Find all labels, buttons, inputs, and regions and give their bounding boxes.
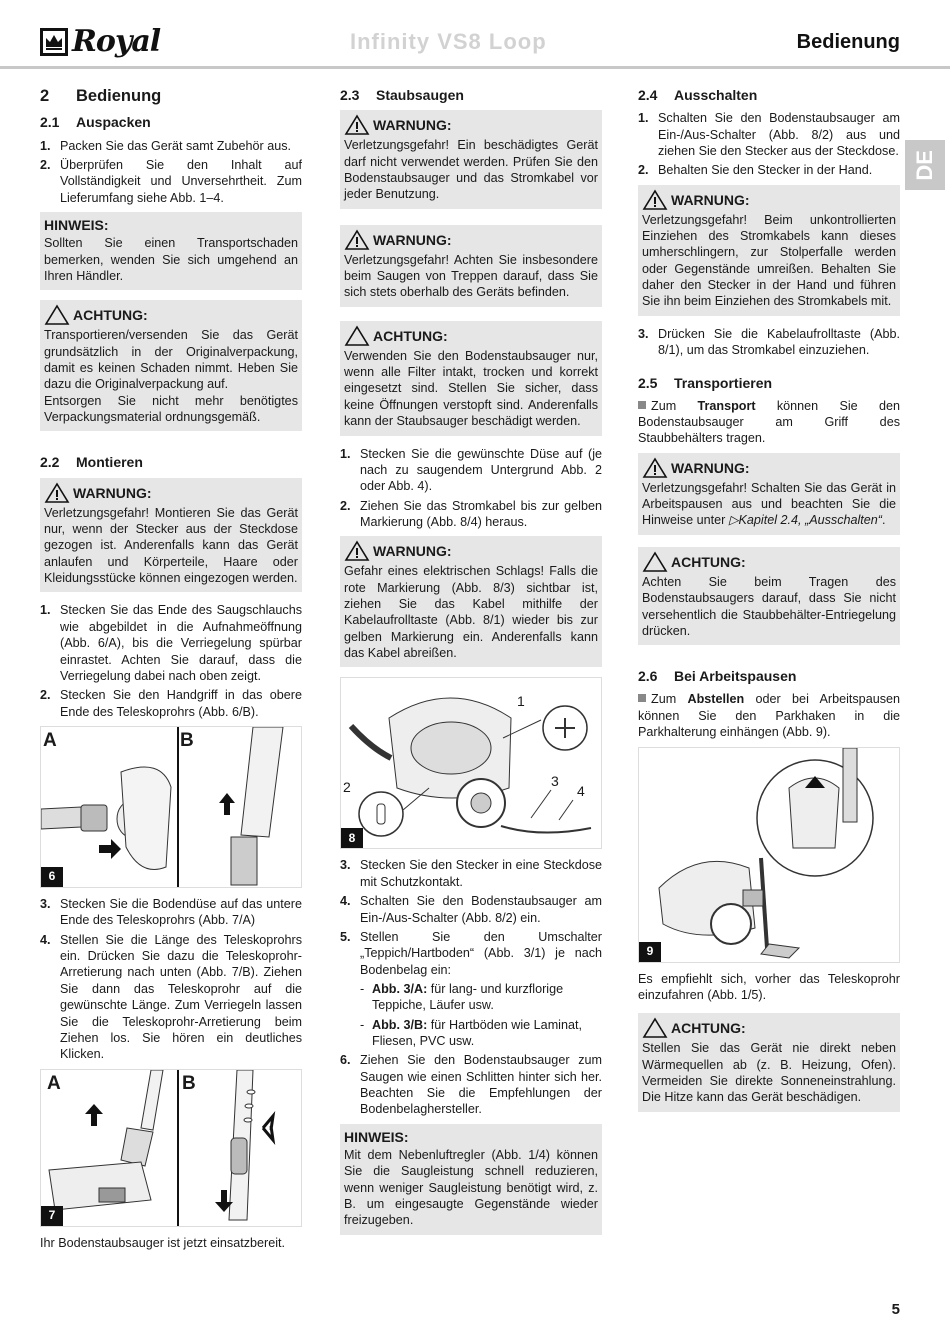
achtung-title: ACHTUNG:: [671, 553, 746, 570]
warnung-title: WARNUNG:: [373, 543, 452, 560]
figure-number: 9: [639, 942, 661, 962]
figure-number: 6: [41, 867, 63, 887]
text-bold: Transport: [697, 398, 756, 413]
step-text: Behalten Sie den Stecker in der Hand.: [658, 163, 873, 178]
parking-illustration: [639, 748, 900, 963]
chapter-heading: [40, 86, 302, 107]
text-part: können Sie den Bodenstaubsauger am Griff des Staubbehälters tragen.: [638, 398, 900, 446]
warnung-title-row: [642, 189, 896, 211]
pause-text: [638, 691, 900, 740]
header-divider: [0, 66, 950, 69]
hinweis-text: Sollten Sie einen Transportschaden bemerken, wenden Sie sich umgehend an Ihren Händler.: [44, 236, 298, 283]
step-text: Stecken Sie den Stecker in eine Steckdose mit Schutzkontakt.: [360, 858, 602, 889]
step-number: 3.: [40, 896, 51, 911]
step-number: 4.: [40, 932, 51, 947]
text-bold: Abstellen: [687, 692, 745, 707]
section-title: Transportieren: [674, 374, 773, 391]
step-item: [40, 687, 302, 720]
steps-list: [340, 857, 602, 978]
column-1: [40, 86, 302, 1255]
section-heading-2-1: [40, 113, 302, 131]
section-heading-2-6: [638, 667, 900, 685]
steps-list: [638, 326, 900, 359]
achtung-text: Transportieren/versenden Sie das Gerät grundsätzlich in der Originalverpackung, damit es keinen Schaden nimmt. Heben Sie dazu die Originalverpackung auf.: [44, 328, 298, 392]
hinweis-box: [340, 1124, 602, 1235]
text-part: oder bei Arbeitspausen können Sie den Parkhaken in die Parkhalterung einhängen (Abb. 9).: [638, 692, 901, 740]
warning-exclamation-icon: [44, 482, 70, 504]
figure-label-a: A: [47, 1072, 61, 1094]
step-item: [40, 157, 302, 206]
warnung-text: Verletzungsgefahr! Achten Sie insbesondere beim Saugen von Treppen darauf, dass Sie sich stets oberhalb des Geräts befinden.: [344, 252, 598, 300]
warning-exclamation-icon: [344, 229, 370, 251]
chapter-link[interactable]: ▷Kapitel 2.4, „Ausschalten“: [728, 513, 883, 528]
crown-icon: [40, 28, 68, 56]
figure-number: 8: [341, 828, 363, 848]
warning-triangle-icon: [344, 325, 370, 347]
warnung-title: WARNUNG:: [671, 459, 750, 476]
achtung-text: Achten Sie beim Tragen des Bodenstaubsaugers darauf, dass Sie nicht versehentlich die Staubbehälter-Entriegelung drücken.: [642, 574, 896, 638]
warnung-title-row: [344, 540, 598, 562]
step-item: [40, 896, 302, 929]
sub-item-text: für Hartböden wie Laminat, Fliesen, PVC usw.: [372, 1017, 582, 1049]
achtung-text: Stellen Sie das Gerät nie direkt neben Wärmequellen ab (z. B. Heizung, Ofen). Vermeiden Sie direkte Sonneneinstrahlung. Die Hitze kann das Gerät beschädigen.: [642, 1041, 896, 1105]
chapter-title: Bedienung: [76, 87, 162, 105]
step-item: [638, 162, 900, 178]
figure-label-a: A: [43, 729, 57, 751]
sub-list: [360, 981, 602, 1049]
figure-6: [40, 726, 302, 888]
achtung-text: Verwenden Sie den Bodenstaubsauger nur, wenn alle Filter intakt, trocken und korrekt eingesetzt sind. Stellen Sie sicher, dass keine Öffnungen verstopft sind. Anderenfalls kann der Staubsauger beschädigt werden.: [344, 348, 598, 429]
section-heading-2-4: [638, 86, 900, 104]
step-item: [340, 893, 602, 926]
step-number: 5.: [340, 929, 351, 944]
column-3: [638, 86, 900, 1122]
achtung-title: ACHTUNG:: [373, 327, 448, 344]
achtung-title: ACHTUNG:: [73, 307, 148, 324]
warnung-title: WARNUNG:: [373, 117, 452, 134]
step-number: 3.: [638, 326, 649, 341]
step-text: Stellen Sie den Umschalter „Teppich/Hartboden“ (Abb. 3/1) je nach Bodenbelag ein:: [360, 929, 602, 977]
warnung-title-row: [642, 457, 896, 479]
figure-8: [340, 677, 602, 849]
step-text: Stecken Sie das Ende des Saugschlauchs wie abgebildet in die Aufnahmeöffnung (Abb. 6/A), bis die Verriegelung spürbar einrastet. Achten Sie darauf, dass die Verriegelung dabei nach oben zeigt.: [60, 603, 302, 683]
language-tab: [905, 140, 945, 190]
steps-list: [40, 602, 302, 720]
brand-logo: [40, 22, 160, 61]
section-heading-2-3: [340, 86, 602, 104]
section-number: 2.1: [40, 114, 60, 131]
after-figure-text: Es empfiehlt sich, vorher das Teleskoprohr einzufahren (Abb. 1/5).: [638, 971, 900, 1002]
product-name: Infinity VS8 Loop: [350, 29, 547, 54]
steps-list: [340, 446, 602, 531]
hinweis-box: [40, 212, 302, 290]
achtung-title-row: [642, 551, 896, 573]
hinweis-title: HINWEIS:: [44, 217, 109, 234]
warnung-box: [40, 478, 302, 593]
warnung-title-row: [344, 229, 598, 251]
step-item: [40, 138, 302, 154]
step-number: 2.: [40, 688, 51, 703]
callout-2: 2: [343, 779, 351, 796]
warnung-text: [642, 480, 896, 529]
hinweis-text: Mit dem Nebenluftregler (Abb. 1/4) können Sie die Saugleistung schnell reduzieren, wenn weniger Saugleistung benötigt wird, z. B. um eingesaugte Gegenstände wieder freizugeben.: [344, 1148, 598, 1228]
figure-label-b: B: [180, 729, 194, 751]
warnung-text: Gefahr eines elektrischen Schlags! Falls die rote Markierung (Abb. 8/3) sichtbar ist, ziehen Sie das Kabel mithilfe der Kabelaufrolltaste (Abb. 8/1) wieder bis zur gelben Markierung ein. Anderenfalls kann das Kabel abreißen.: [344, 564, 598, 661]
sub-item-label: Abb. 3/B:: [372, 1017, 428, 1032]
section-title: Montieren: [76, 454, 143, 471]
section-heading-2-2: [40, 453, 302, 471]
step-number: 2.: [40, 157, 51, 172]
header-section-title: Bedienung: [796, 31, 900, 53]
section-title: Staubsaugen: [376, 87, 464, 103]
step-text: Schalten Sie den Bodenstaubsauger am Ein-/Aus-Schalter (Abb. 8/2) aus und ziehen Sie den Stecker aus der Steckdose.: [658, 111, 900, 158]
steps-list: [40, 138, 302, 206]
warning-exclamation-icon: [344, 540, 370, 562]
square-bullet-icon: [638, 694, 646, 702]
text-part: Zum: [651, 692, 688, 707]
warnung-text: Verletzungsgefahr! Montieren Sie das Gerät nur, wenn der Stecker aus der Steckdose gezogen ist. Anderenfalls kann das Gerät anlaufen und Körperteile, Haare oder Kleidungsstücke können eingezogen werden.: [44, 505, 298, 586]
page-header: [0, 0, 950, 70]
warnung-box: [340, 110, 602, 208]
step-number: 1.: [40, 603, 51, 618]
steps-list: [40, 896, 302, 1063]
callout-3: 3: [551, 773, 559, 790]
text-part: .: [882, 513, 886, 528]
warnung-title-row: [44, 482, 298, 504]
callout-4: 4: [577, 783, 585, 800]
step-number: 2.: [638, 163, 649, 178]
step-text: Packen Sie das Gerät samt Zubehör aus.: [60, 138, 292, 153]
warnung-box: [638, 453, 900, 535]
step-item: [340, 857, 602, 890]
square-bullet-icon: [638, 401, 646, 409]
step-text: Stecken Sie den Handgriff in das obere Ende des Teleskoprohrs (Abb. 6/B).: [60, 688, 302, 719]
warning-triangle-icon: [642, 1017, 668, 1039]
achtung-title-row: [344, 325, 598, 347]
step-text: Schalten Sie den Bodenstaubsauger am Ein-/Aus-Schalter (Abb. 8/2) ein.: [360, 894, 602, 925]
text-part: Zum: [651, 398, 698, 413]
hose-connection-illustration: [41, 727, 302, 888]
step-text: Ziehen Sie den Bodenstaubsauger zum Saugen wie einen Schlitten hinter sich her. Beachten Sie die Empfehlungen der Bodenbelaghersteller.: [360, 1053, 602, 1117]
brand-name: Royal: [72, 24, 161, 59]
section-number: 2.4: [638, 87, 658, 103]
achtung-title-row: [642, 1017, 896, 1039]
achtung-box: [340, 321, 602, 436]
achtung-box: [40, 300, 302, 431]
steps-list: [340, 1052, 602, 1117]
callout-1: 1: [517, 693, 525, 710]
section-number: 2.3: [340, 87, 360, 103]
figure-9: [638, 747, 900, 963]
warning-exclamation-icon: [642, 457, 668, 479]
step-item: [340, 929, 602, 978]
warnung-title: WARNUNG:: [373, 231, 452, 248]
step-item: [40, 932, 302, 1063]
step-text: Stecken Sie die Bodendüse auf das untere Ende des Teleskoprohrs (Abb. 7/A): [60, 896, 302, 928]
warnung-text: Verletzungsgefahr! Beim unkontrollierten Einziehen des Stromkabels kann dieses umherschlingern, zur Stolperfalle werden oder Gegenstände umreißen. Behalten Sie daher den Stecker in der Hand und führen Sie ihn beim Einziehen des Stromkabels mit.: [642, 212, 896, 309]
steps-list: [638, 110, 900, 178]
nozzle-telescope-illustration: [41, 1070, 302, 1227]
warnung-title: WARNUNG:: [671, 191, 750, 208]
vacuum-cable-illustration: [341, 678, 602, 849]
warnung-text: Verletzungsgefahr! Ein beschädigtes Gerät darf nicht verwendet werden. Prüfen Sie den Bodenstaubsauger und das Stromkabel vor jeder Benutzung.: [344, 138, 598, 202]
step-number: 1.: [340, 446, 351, 461]
text-part: Verletzungsgefahr! Schalten Sie das Gerät in Arbeitspausen aus und beachten Sie die Hinweise unter: [642, 480, 896, 528]
achtung-title-row: [44, 304, 298, 326]
step-item: [638, 110, 900, 159]
step-text: Drücken Sie die Kabelaufrolltaste (Abb. 8/1), um das Stromkabel einzuziehen.: [658, 326, 900, 358]
ready-text: Ihr Bodenstaubsauger ist jetzt einsatzbereit.: [40, 1235, 286, 1250]
warning-exclamation-icon: [344, 114, 370, 136]
section-number: 2.5: [638, 374, 658, 391]
step-text: Stecken Sie die gewünschte Düse auf (je nach zu saugendem Untergrund Abb. 2 oder Abb. 4).: [360, 446, 602, 494]
page-number: 5: [891, 1301, 900, 1318]
warnung-box: [638, 185, 900, 316]
sub-item-label: Abb. 3/A:: [372, 981, 428, 996]
step-text: Überprüfen Sie den Inhalt auf Vollständigkeit und Unversehrtheit. Zum Lieferumfang siehe Abb. 1–4.: [60, 157, 302, 205]
sub-item: - Abb. 3/A: für lang- und kurzflorige Teppiche, Läufer usw.: [360, 981, 564, 1013]
section-title: Ausschalten: [674, 87, 758, 103]
sub-item-text: für lang- und kurzflorige Teppiche, Läufer usw.: [372, 981, 564, 1013]
achtung-text: Entsorgen Sie nicht mehr benötigtes Verpackungsmaterial ordnungsgemäß.: [44, 393, 298, 425]
warning-triangle-icon: [642, 551, 668, 573]
section-heading-2-5: [638, 374, 900, 392]
section-title: Bei Arbeitspausen: [674, 668, 797, 685]
warnung-box: [340, 536, 602, 667]
step-number: 3.: [340, 858, 351, 873]
step-item: [340, 498, 602, 531]
step-number: 1.: [40, 138, 51, 153]
figure-7: [40, 1069, 302, 1227]
step-number: 2.: [340, 498, 351, 513]
figure-label-b: B: [182, 1072, 196, 1094]
step-text: Ziehen Sie das Stromkabel bis zur gelben Markierung (Abb. 8/4) heraus.: [360, 498, 602, 529]
warning-triangle-icon: [44, 304, 70, 326]
column-2: [340, 86, 602, 1245]
achtung-title: ACHTUNG:: [671, 1020, 746, 1037]
figure-number: 7: [41, 1206, 63, 1226]
step-number: 1.: [638, 111, 649, 126]
hinweis-title: HINWEIS:: [344, 1128, 409, 1145]
section-title: Auspacken: [76, 114, 151, 131]
warnung-title: WARNUNG:: [73, 484, 152, 501]
sub-item: - Abb. 3/B: für Hartböden wie Laminat, Fliesen, PVC usw.: [360, 1017, 582, 1049]
step-text: Stellen Sie die Länge des Teleskoprohrs ein. Drücken Sie dazu die Teleskoprohr-Arretierung nach unten (Abb. 7/B). Ziehen Sie dann das Teleskoprohr auf die gewünschte Länge. Zum Verriegeln lassen Sie die Teleskoprohr-Arretierung beim Ziehen los. Sie hören ein deutliches Klicken.: [60, 932, 302, 1062]
warnung-title-row: [344, 114, 598, 136]
chapter-number: 2: [40, 87, 50, 105]
step-item: [340, 446, 602, 495]
achtung-box: [638, 1013, 900, 1111]
achtung-box: [638, 547, 900, 645]
warnung-box: [340, 225, 602, 307]
step-number: 6.: [340, 1053, 351, 1068]
transport-text: [638, 398, 900, 447]
step-item: [340, 1052, 602, 1117]
section-number: 2.6: [638, 668, 658, 685]
section-number: 2.2: [40, 454, 60, 471]
step-item: [638, 326, 900, 359]
language-tab-label: DE: [911, 149, 937, 181]
step-number: 4.: [340, 894, 351, 909]
step-item: [40, 602, 302, 684]
warning-exclamation-icon: [642, 189, 668, 211]
